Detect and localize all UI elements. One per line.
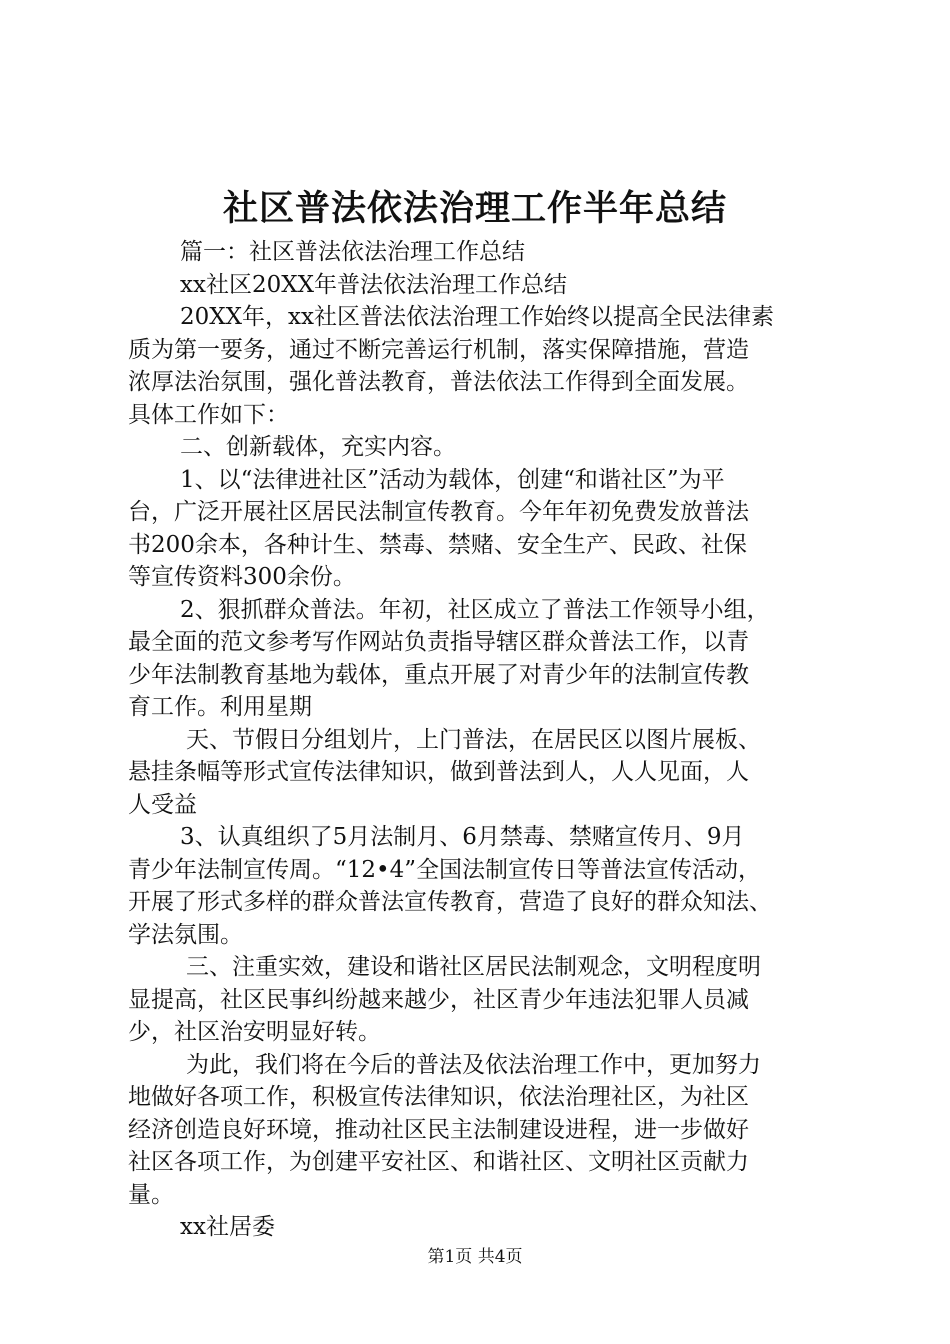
text-line: 社区各项工作，为创建平安社区、和谐社区、文明社区贡献力 [128, 1149, 749, 1175]
text-line: 青少年法制宣传周。“12•4”全国法制宣传日等普法宣传活动， [128, 856, 761, 883]
text-line: 学法氛围。 [128, 921, 243, 948]
text-line: 最全面的范文参考写作网站负责指导辖区群众普法工作，以青 [128, 629, 749, 655]
text-line: 二、创新载体，充实内容。 [180, 434, 456, 460]
text-line: 1、以“法律进社区”活动为载体，创建“和谐社区”为平 [180, 466, 725, 493]
text-line: 质为第一要务，通过不断完善运行机制，落实保障措施，营造 [128, 336, 749, 363]
text-line: 显提高，社区民事纠纷越来越少，社区青少年违法犯罪人员减 [128, 986, 749, 1013]
text-line: 量。 [128, 1181, 174, 1208]
text-line: 天、节假日分组划片，上门普法，在居民区以图片展板、 [186, 726, 761, 753]
text-line: 地做好各项工作，积极宣传法律知识，依法治理社区，为社区 [128, 1084, 749, 1110]
text-line: 书200余本，各种计生、禁毒、禁赌、安全生产、民政、社保 [128, 531, 747, 558]
text-line: 开展了形式多样的群众普法宣传教育，营造了良好的群众知法、 [128, 889, 772, 915]
text-line: 等宣传资料300余份。 [128, 564, 356, 590]
text-line: 少，社区治安明显好转。 [128, 1019, 381, 1045]
text-line: 经济创造良好环境，推动社区民主法制建设进程，进一步做好 [128, 1116, 749, 1143]
text-line: 少年法制教育基地为载体，重点开展了对青少年的法制宣传教 [128, 661, 749, 688]
text-line: 篇一：社区普法依法治理工作总结 [180, 239, 525, 265]
text-line: 2、狠抓群众普法。年初，社区成立了普法工作领导小组， [180, 596, 770, 623]
text-line: 台，广泛开展社区居民法制宣传教育。今年年初免费发放普法 [128, 499, 749, 525]
text-line: xx社区20XX年普法依法治理工作总结 [180, 271, 567, 298]
text-line: 具体工作如下： [128, 401, 289, 428]
page-number: 第1页 共4页 [427, 1247, 523, 1267]
text-line: 三、注重实效，建设和谐社区居民法制观念，文明程度明 [186, 954, 761, 980]
text-line: 浓厚法治氛围，强化普法教育，普法依法工作得到全面发展。 [128, 369, 749, 395]
text-line: 20XX年，xx社区普法依法治理工作始终以提高全民法律素 [180, 304, 774, 330]
document-body [128, 236, 828, 1244]
document-title: 社区普法依法治理工作半年总结 [222, 188, 727, 229]
text-line: 3、认真组织了5月法制月、6月禁毒、禁赌宣传月、9月 [180, 824, 745, 850]
text-line: 悬挂条幅等形式宣传法律知识，做到普法到人，人人见面，人 [128, 759, 749, 785]
text-line: 为此，我们将在今后的普法及依法治理工作中，更加努力 [186, 1051, 761, 1078]
text-line: 人受益 [128, 791, 197, 818]
text-line: 育工作。利用星期 [128, 694, 312, 720]
text-line: xx社居委 [180, 1214, 275, 1240]
